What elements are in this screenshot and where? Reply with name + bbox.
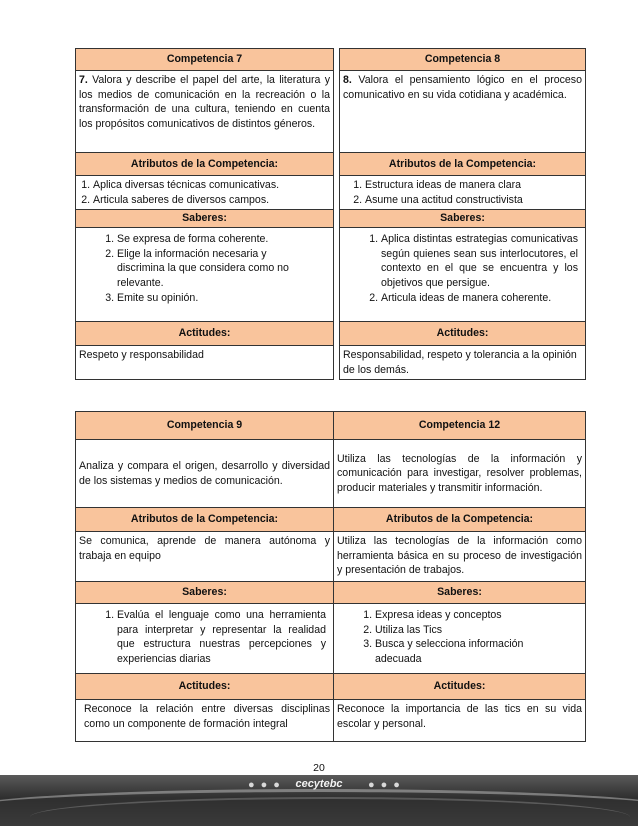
- list-item: 2. Utiliza las Tics: [375, 623, 552, 638]
- page-number: 20: [313, 762, 325, 774]
- saberes-list-9: [76, 604, 334, 674]
- list-item: 3. Emite su opinión.: [117, 291, 300, 306]
- footer-band: [0, 775, 638, 826]
- competencia-12-header: Competencia 12: [334, 412, 586, 440]
- competencia-8-header: Competencia 8: [340, 49, 586, 71]
- actitudes-header-9: Actitudes:: [76, 674, 334, 700]
- atributos-list-8: [340, 176, 586, 210]
- atributos-text-9: Se comunica, aprende de manera autónoma y trabaja en equipo: [76, 532, 334, 582]
- competencia-12-description: Utiliza las tecnologías de la información y comunicación para investigar, resolver problemas, producir materiales y transmitir información.: [334, 440, 586, 508]
- list-item: 1. Aplica diversas técnicas comunicativas.: [93, 178, 330, 193]
- list-item: 1. Evalúa el lenguaje como una herramienta para interpretar y representar la realidad que estructura nuestras percepciones y experiencias diarias: [117, 608, 326, 666]
- saberes-list-12: [334, 604, 586, 674]
- saberes-header-12: Saberes:: [334, 582, 586, 604]
- competencias-table-1: [75, 48, 586, 380]
- saberes-header-7: Saberes:: [76, 210, 334, 228]
- actitudes-text-7: Respeto y responsabilidad: [76, 346, 334, 380]
- list-item: 1. Expresa ideas y conceptos: [375, 608, 552, 623]
- actitudes-text-12: Reconoce la importancia de las tics en su vida escolar y personal.: [334, 700, 586, 742]
- footer-dots-left: ●●●: [248, 779, 286, 791]
- list-item: 1. Estructura ideas de manera clara: [365, 178, 582, 193]
- competencia-9-description: Analiza y compara el origen, desarrollo y diversidad de los sistemas y medios de comunicación.: [76, 440, 334, 508]
- footer-dots-right: ●●●: [368, 779, 406, 791]
- list-item: 3. Busca y selecciona información adecuada: [375, 637, 552, 666]
- actitudes-text-8: Responsabilidad, respeto y tolerancia a la opinión de los demás.: [340, 346, 586, 380]
- list-item: 2. Asume una actitud constructivista: [365, 193, 582, 208]
- atributos-header-7: Atributos de la Competencia:: [76, 153, 334, 176]
- saberes-list-7: [76, 228, 334, 322]
- cecytebc-logo: cecytebc: [295, 778, 343, 790]
- competencia-7-description: 7. Valora y describe el papel del arte, la literatura y los medios de comunicación en la recreación o la transformación de una cultura, teniendo en cuenta los propósitos comunicativos de distintos géneros.: [76, 71, 334, 153]
- list-item: 2. Articula saberes de diversos campos.: [93, 193, 330, 208]
- actitudes-header-7: Actitudes:: [76, 322, 334, 346]
- list-item: 1. Aplica distintas estrategias comunicativas según quienes sean sus interlocutores, el contexto en el que se encuentra y los objetivos que persigue.: [381, 232, 578, 290]
- saberes-list-8: [340, 228, 586, 322]
- atributos-header-8: Atributos de la Competencia:: [340, 153, 586, 176]
- list-item: 2. Articula ideas de manera coherente.: [381, 291, 578, 306]
- actitudes-text-9: Reconoce la relación entre diversas disciplinas como un componente de formación integral: [76, 700, 334, 742]
- atributos-list-7: [76, 176, 334, 210]
- competencia-9-header: Competencia 9: [76, 412, 334, 440]
- saberes-header-9: Saberes:: [76, 582, 334, 604]
- actitudes-header-12: Actitudes:: [334, 674, 586, 700]
- atributos-header-9: Atributos de la Competencia:: [76, 508, 334, 532]
- atributos-text-12: Utiliza las tecnologías de la información como herramienta básica en su proceso de investigación y presentación de trabajos.: [334, 532, 586, 582]
- atributos-header-12: Atributos de la Competencia:: [334, 508, 586, 532]
- saberes-header-8: Saberes:: [340, 210, 586, 228]
- competencia-8-description: 8. Valora el pensamiento lógico en el proceso comunicativo en su vida cotidiana y académica.: [340, 71, 586, 153]
- list-item: 1. Se expresa de forma coherente.: [117, 232, 300, 247]
- competencias-table-2: [75, 411, 586, 742]
- actitudes-header-8: Actitudes:: [340, 322, 586, 346]
- list-item: 2. Elige la información necesaria y discrimina la que considera como no relevante.: [117, 247, 300, 291]
- competencia-7-header: Competencia 7: [76, 49, 334, 71]
